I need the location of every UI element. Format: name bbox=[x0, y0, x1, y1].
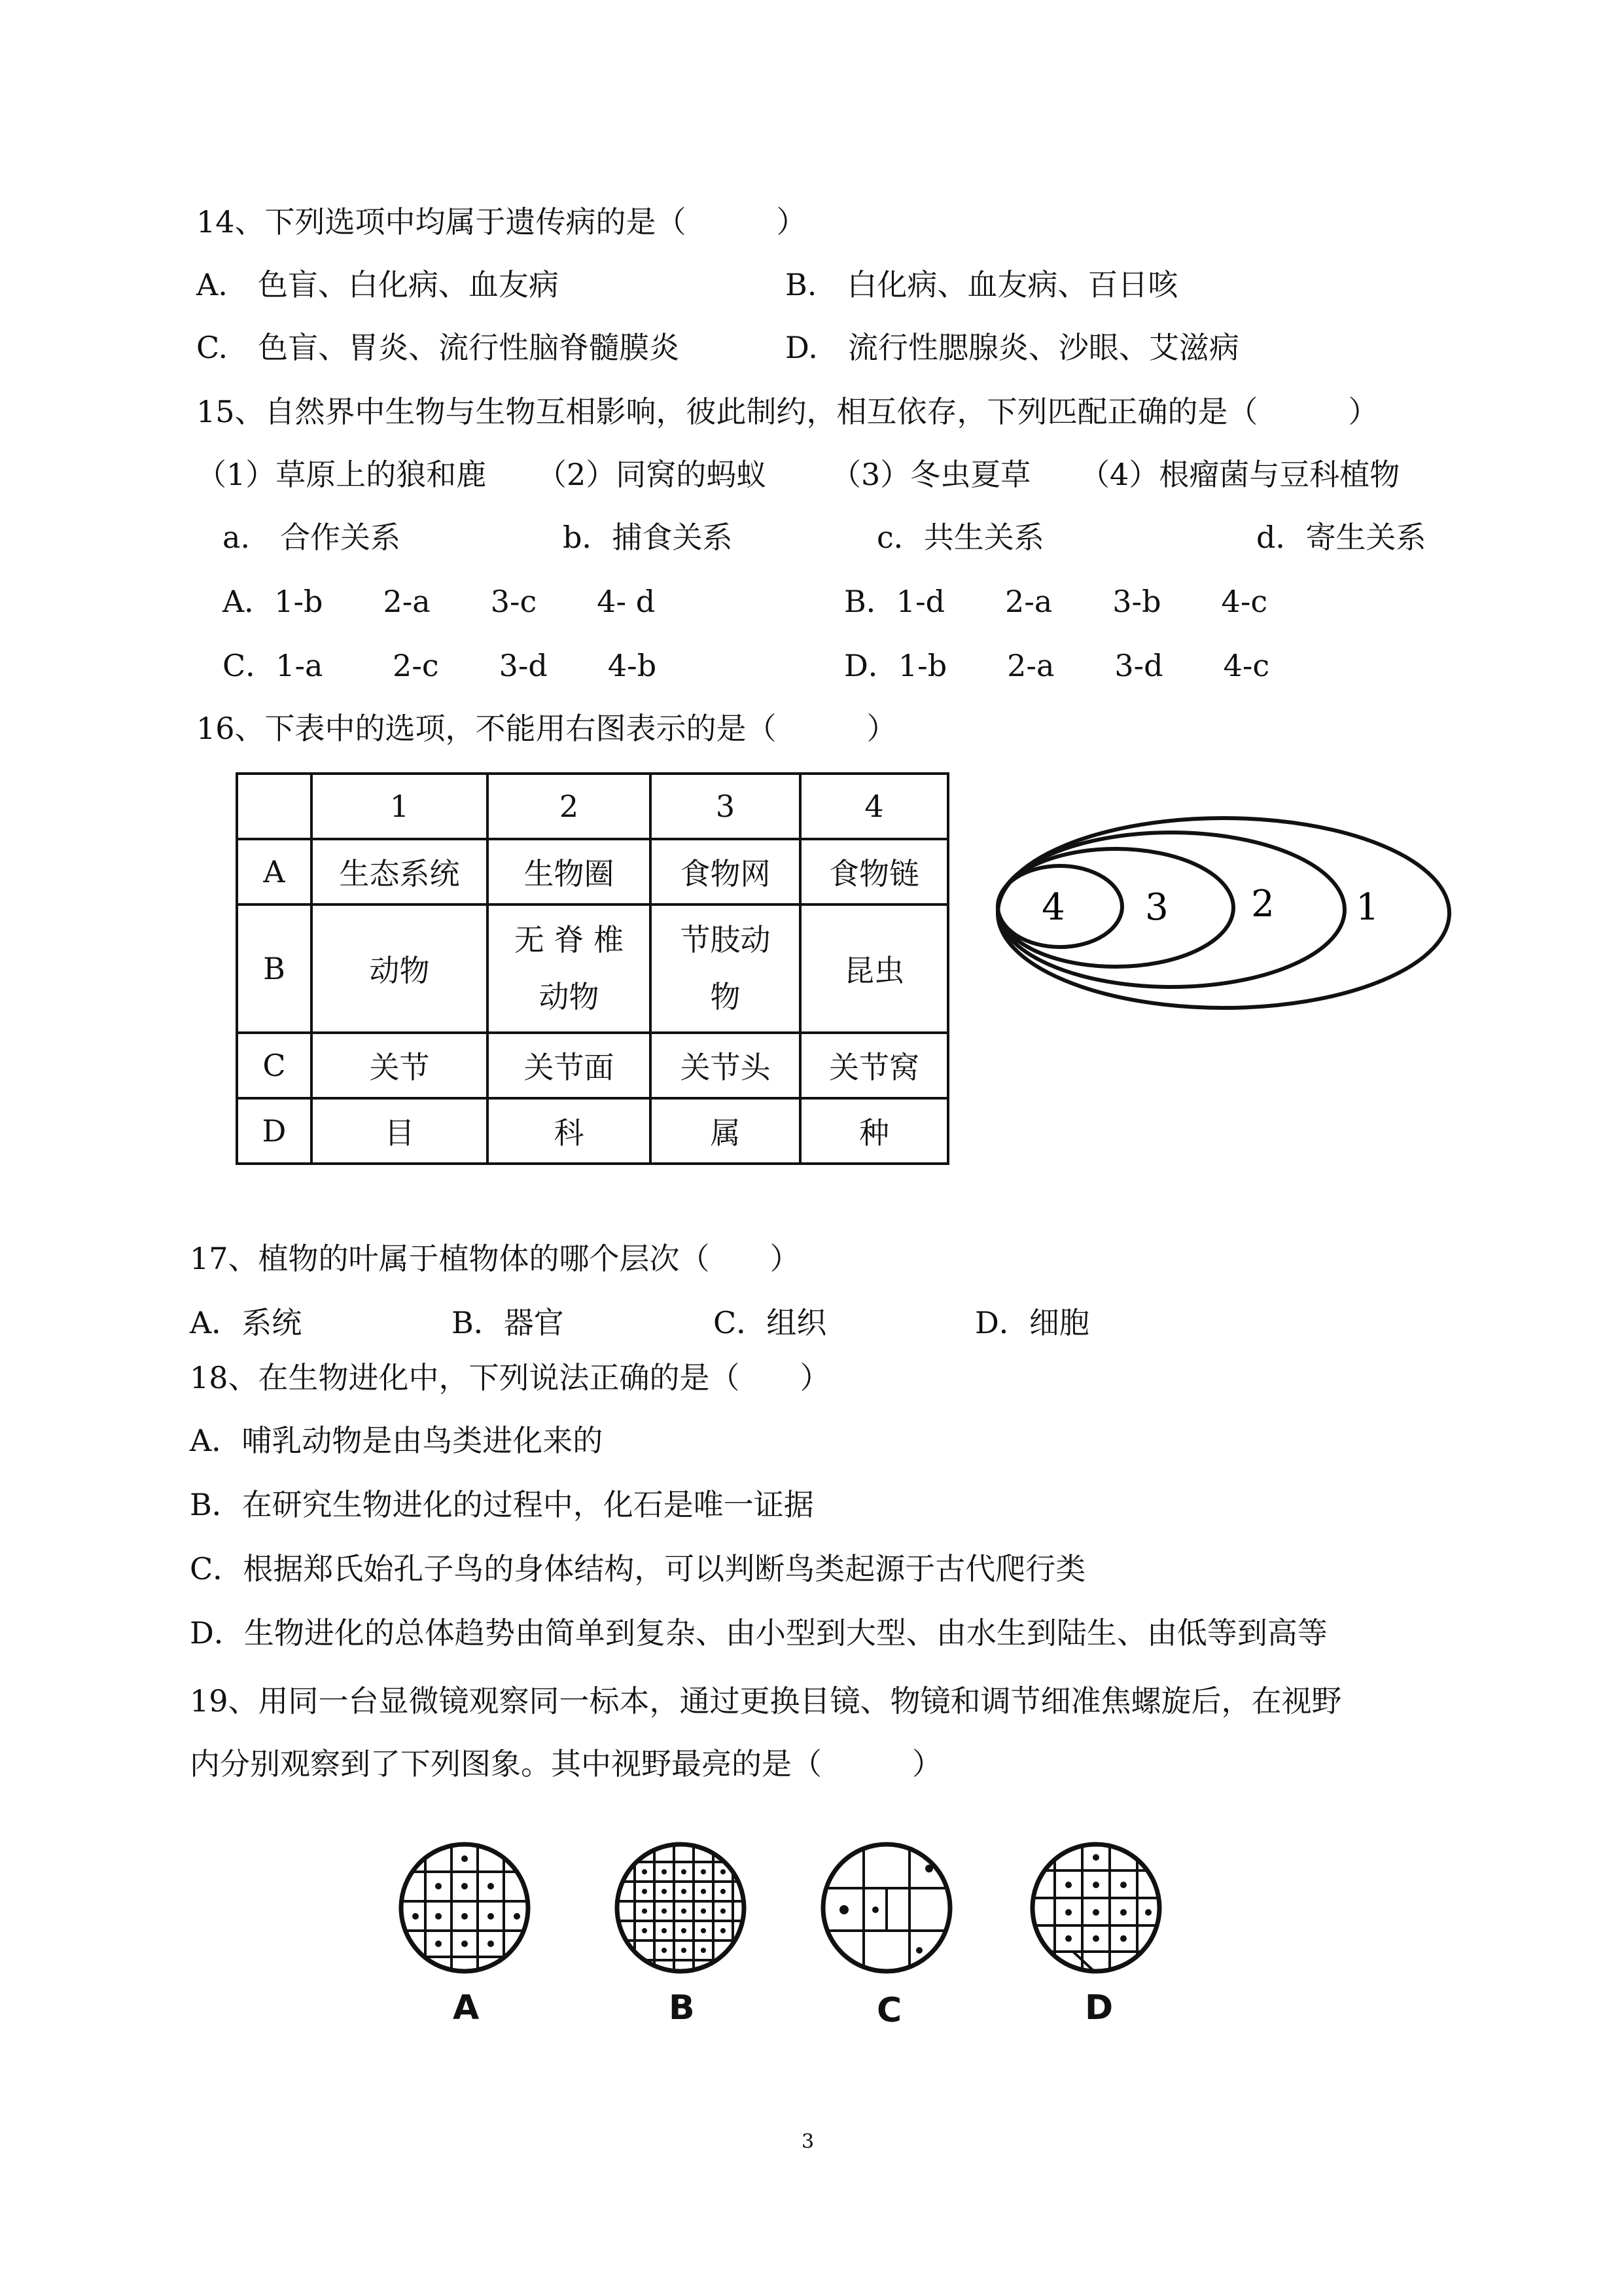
table-cell: 1 bbox=[311, 774, 487, 839]
page-number: 3 bbox=[802, 2130, 815, 2153]
q15-stem: 15、自然界中生物与生物互相影响，彼此制约，相互依存，下列匹配正确的是（ ） bbox=[196, 394, 1379, 429]
table-cell: 科 bbox=[487, 1098, 650, 1164]
table-cell: D bbox=[237, 1098, 311, 1164]
diagram-label-1: 1 bbox=[1356, 886, 1379, 929]
table-cell: 种 bbox=[800, 1098, 948, 1164]
q15-item-1: （1）草原上的狼和鹿 bbox=[196, 457, 487, 492]
table-cell: 2 bbox=[487, 774, 650, 839]
q14-option-d: D. 流行性腮腺炎、沙眼、艾滋病 bbox=[785, 330, 1239, 365]
table-cell: 关节 bbox=[311, 1033, 487, 1098]
q14-option-b: B. 白化病、血友病、百日咳 bbox=[785, 267, 1178, 302]
q15-relation-b: b．捕食关系 bbox=[563, 520, 733, 555]
q17-option-b: B．器官 bbox=[451, 1305, 564, 1340]
microscope-view-c bbox=[818, 1839, 955, 1977]
table-row bbox=[237, 1098, 948, 1164]
q15-item-3: （3）冬虫夏草 bbox=[831, 457, 1031, 492]
q18-option-a: A．哺乳动物是由鸟类进化来的 bbox=[190, 1423, 603, 1458]
q18-option-c: C．根据郑氏始孔子鸟的身体结构，可以判断鸟类起源于古代爬行类 bbox=[190, 1551, 1086, 1586]
nested-ellipses-diagram bbox=[988, 805, 1459, 1021]
microscope-label-c: C bbox=[877, 1991, 902, 2030]
q15-option-a: A．1-b 2-a 3-c 4- d bbox=[222, 584, 656, 619]
q18-stem: 18、在生物进化中，下列说法正确的是（ ） bbox=[190, 1360, 830, 1395]
q17-stem: 17、植物的叶属于植物体的哪个层次（ ） bbox=[190, 1241, 800, 1276]
table-cell: 生态系统 bbox=[311, 839, 487, 904]
microscope-view-d bbox=[1027, 1839, 1165, 1977]
ellipse-3 bbox=[998, 849, 1233, 967]
table-cell: 食物链 bbox=[800, 839, 948, 904]
q18-option-b: B．在研究生物进化的过程中，化石是唯一证据 bbox=[190, 1487, 814, 1522]
table-cell: A bbox=[237, 839, 311, 904]
table-cell: C bbox=[237, 1033, 311, 1098]
q14-option-a: A. 色盲、白化病、血友病 bbox=[196, 267, 559, 302]
q17-option-a: A．系统 bbox=[190, 1305, 302, 1340]
q14-stem: 14、下列选项中均属于遗传病的是（ ） bbox=[196, 204, 807, 240]
q15-option-b: B．1-d 2-a 3-b 4-c bbox=[844, 584, 1268, 619]
microscope-view-a bbox=[396, 1839, 533, 1977]
table-cell: 关节头 bbox=[650, 1033, 800, 1098]
q15-option-d: D．1-b 2-a 3-d 4-c bbox=[844, 648, 1270, 683]
microscope-label-d: D bbox=[1085, 1988, 1114, 2028]
table-cell: 4 bbox=[800, 774, 948, 839]
table-cell: 节肢动 物 bbox=[650, 904, 800, 1033]
table-cell: 关节面 bbox=[487, 1033, 650, 1098]
q15-item-4: （4）根瘤菌与豆科植物 bbox=[1080, 457, 1400, 492]
q16-table bbox=[236, 772, 949, 1165]
table-cell: 食物网 bbox=[650, 839, 800, 904]
q15-relation-d: d．寄生关系 bbox=[1256, 520, 1426, 555]
table-row bbox=[237, 839, 948, 904]
table-cell: 生物圈 bbox=[487, 839, 650, 904]
q14-option-c: C. 色盲、胃炎、流行性脑脊髓膜炎 bbox=[196, 330, 680, 365]
q15-relation-c: c．共生关系 bbox=[877, 520, 1044, 555]
microscope-label-b: B bbox=[669, 1988, 695, 2028]
microscope-label-a: A bbox=[453, 1988, 480, 2028]
microscope-view-b bbox=[612, 1839, 749, 1977]
q15-option-c: C．1-a 2-c 3-d 4-b bbox=[222, 648, 657, 683]
diagram-label-2: 2 bbox=[1251, 883, 1275, 925]
q15-item-2: （2）同窝的蚂蚁 bbox=[537, 457, 767, 492]
table-row bbox=[237, 904, 948, 1033]
table-cell: 属 bbox=[650, 1098, 800, 1164]
q18-option-d: D．生物进化的总体趋势由简单到复杂、由小型到大型、由水生到陆生、由低等到高等 bbox=[190, 1615, 1328, 1651]
table-cell bbox=[237, 774, 311, 839]
q17-option-d: D．细胞 bbox=[975, 1305, 1089, 1340]
diagram-label-4: 4 bbox=[1042, 886, 1065, 929]
q17-option-c: C．组织 bbox=[713, 1305, 827, 1340]
table-cell: B bbox=[237, 904, 311, 1033]
table-header-row bbox=[237, 774, 948, 839]
q19-stem-line1: 19、用同一台显微镜观察同一标本，通过更换目镜、物镜和调节细准焦螺旋后，在视野 bbox=[190, 1683, 1342, 1719]
table-cell: 无 脊 椎 动物 bbox=[487, 904, 650, 1033]
table-cell: 昆虫 bbox=[800, 904, 948, 1033]
table-cell: 3 bbox=[650, 774, 800, 839]
table-row bbox=[237, 1033, 948, 1098]
q16-stem: 16、下表中的选项，不能用右图表示的是（ ） bbox=[196, 711, 897, 746]
table-cell: 动物 bbox=[311, 904, 487, 1033]
diagram-label-3: 3 bbox=[1145, 886, 1169, 929]
q15-relation-a: a. 合作关系 bbox=[222, 520, 401, 555]
table-cell: 关节窝 bbox=[800, 1033, 948, 1098]
q19-stem-line2: 内分别观察到了下列图象。其中视野最亮的是（ ） bbox=[190, 1746, 942, 1781]
table-cell: 目 bbox=[311, 1098, 487, 1164]
